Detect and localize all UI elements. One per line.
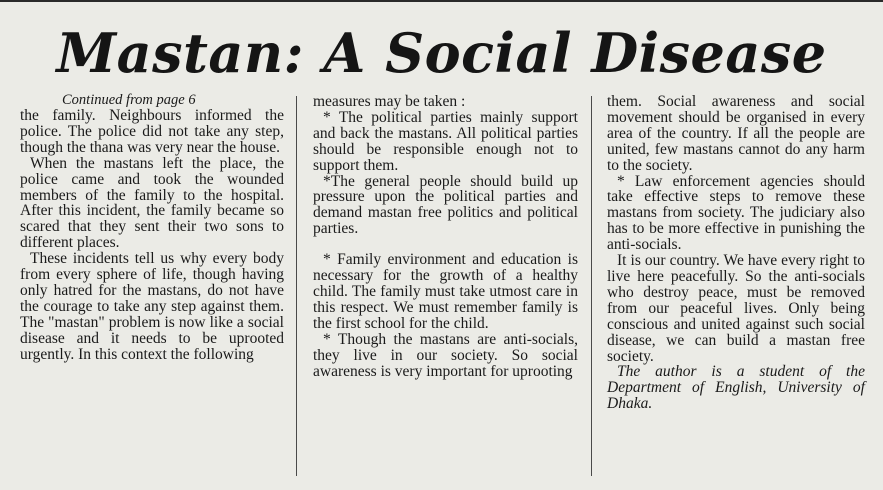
article-column-2	[313, 94, 578, 379]
paragraph: *The general people should build up pressure upon the political parties and demand mastan free politics and political parties.	[313, 172, 578, 238]
article-column-1	[20, 92, 284, 363]
paragraph: measures may be taken :	[313, 93, 466, 110]
paragraph: * Law enforcement agencies should take effective steps to remove these mastans from society. The judiciary also has to be more effective in punishing the anti-socials.	[607, 172, 865, 254]
paragraph: These incidents tell us why every body from every sphere of life, though having only hatred for the mastans, do not have the courage to take any step against them. The "mastan" problem is now like a social disease and it needs to be uprooted urgently. In this context the following	[20, 250, 284, 363]
paragraph: * Though the mastans are anti-socials, they live in our society. So social awareness is very important for uprooting	[313, 330, 578, 380]
article-headline: Mastan: A Social Disease	[56, 21, 827, 85]
paragraph: * Family environment and education is necessary for the growth of a healthy child. The family must take utmost care in this respect. We must remember family is the first school for the child.	[313, 251, 578, 332]
paragraph: the family. Neighbours informed the police. The police did not take any step, though the thana was very near the house.	[20, 107, 284, 156]
paragraph: them. Social awareness and social movement should be organised in every area of the country. If all the people are united, few mastans cannot do any harm to the society.	[607, 93, 865, 174]
paragraph: * The political parties mainly support and back the mastans. All political parties should be responsible enough not to support them.	[313, 108, 578, 174]
continued-from-note: Continued from page 6	[62, 92, 196, 108]
paragraph: When the mastans left the place, the police came and took the wounded members of the family to the hospital. After this incident, the family became so scared that they sent their two sons to different places.	[20, 154, 284, 252]
author-note: The author is a student of the Department of English, University of Dhaka.	[607, 363, 865, 413]
column-divider	[296, 96, 297, 476]
article-column-3	[607, 94, 865, 412]
paragraph: It is our country. We have every right to live here peacefully. So the anti-socials who destroy peace, must be removed from our peaceful lives. Only being conscious and united against such social disease, we can build a mastan free society.	[607, 252, 865, 365]
column-divider	[591, 96, 592, 476]
